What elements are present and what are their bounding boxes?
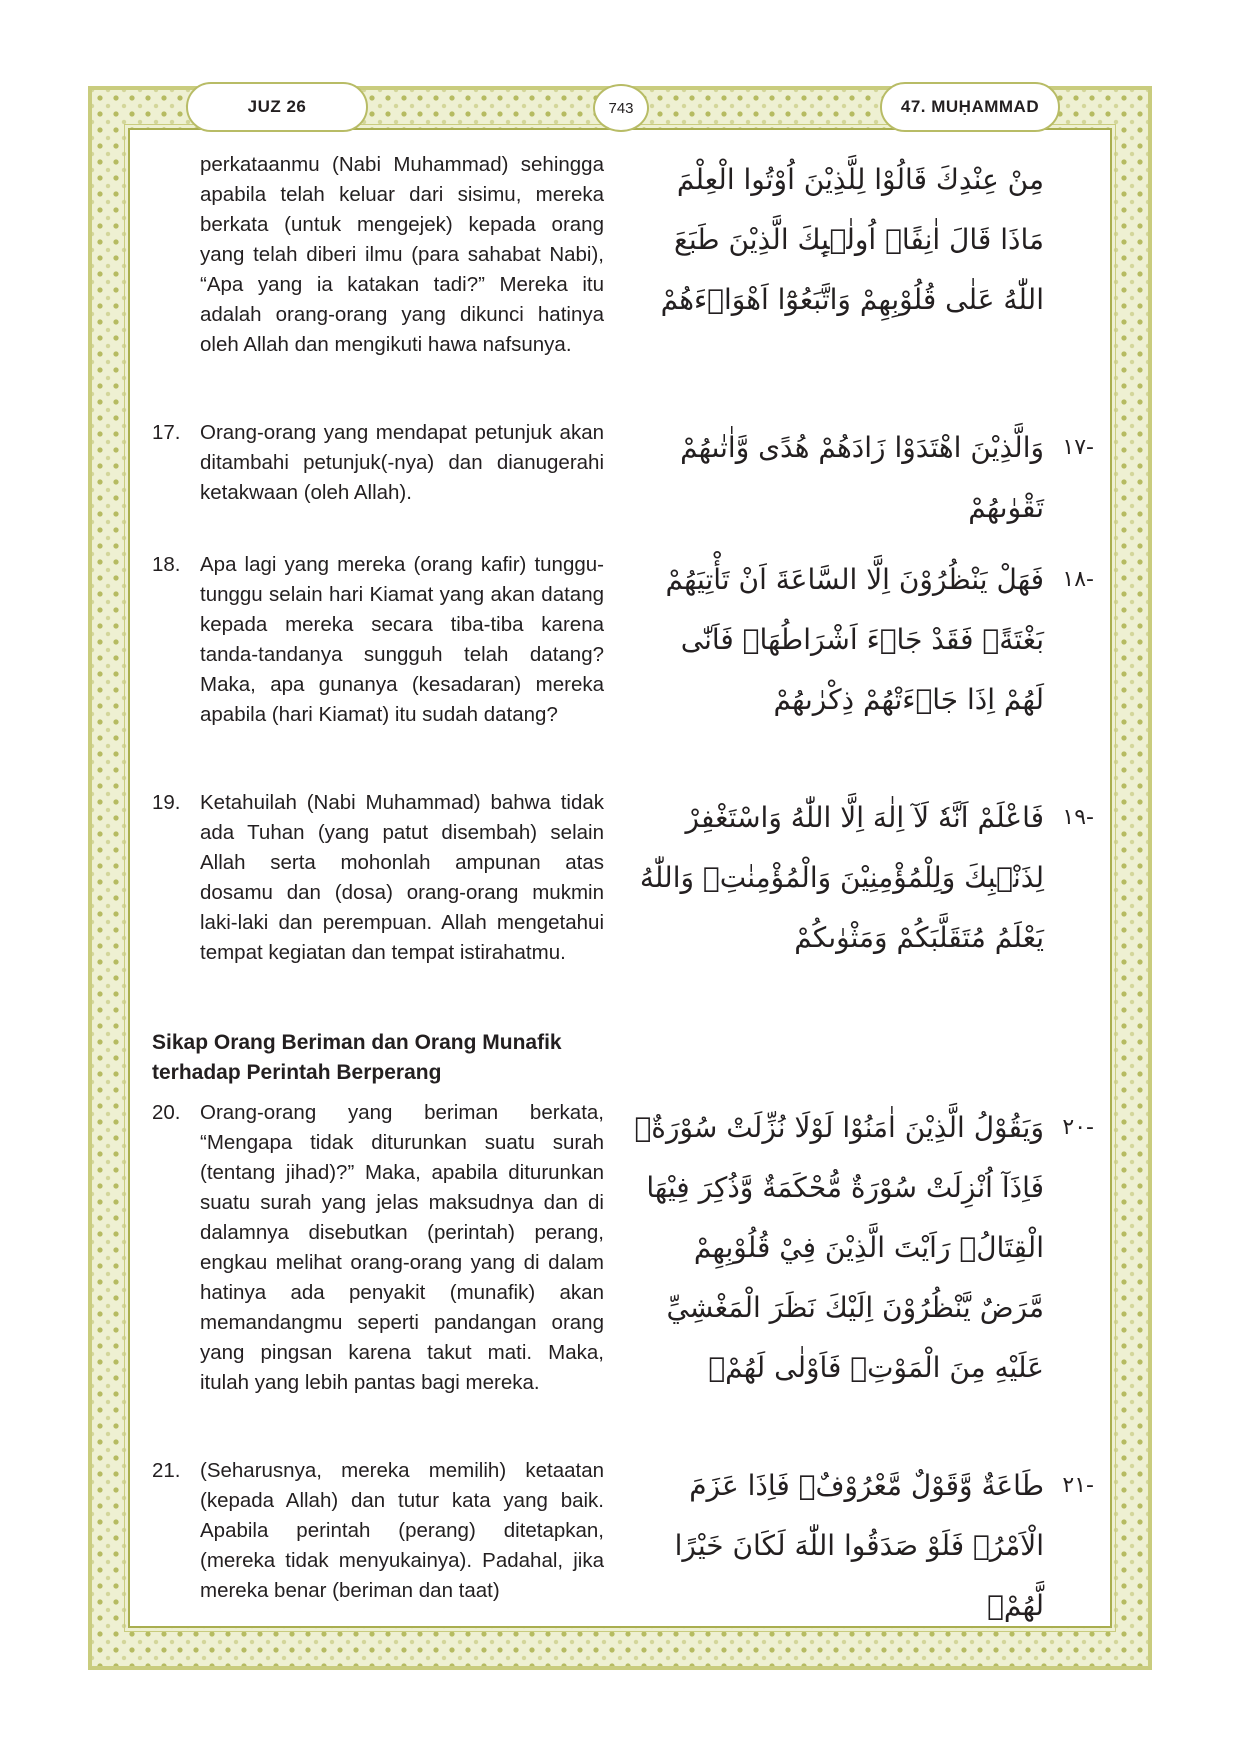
- verse-number: 17.: [152, 421, 181, 444]
- translation-text: Ketahuilah (Nabi Muhammad) bahwa tidak ada Tuhan (yang patut disembah) selain Allah serta mohonlah ampunan atas dosamu dan (dosa) orang-orang mukmin laki-laki dan perempuan. Allah mengetahui tempat kegiatan dan tempat istirahatmu.: [200, 791, 604, 964]
- surah-title: 47. MUḤAMMAD: [880, 82, 1060, 132]
- juz-label: JUZ 26: [186, 82, 368, 132]
- arabic-verse: [632, 418, 1094, 538]
- arabic-text: مِنْ عِنْدِكَ قَالُوْا لِلَّذِيْنَ اُوْتُوا الْعِلْمَ مَاذَا قَالَ اٰنِفًاۗ اُولٰۤىِٕكَ الَّذِيْنَ طَبَعَ اللّٰهُ عَلٰى قُلُوْبِهِمْ وَاتَّبَعُوْٓا اَهْوَاۤءَهُمْ: [660, 163, 1044, 316]
- section-heading: Sikap Orang Beriman dan Orang Munafik terhadap Perintah Berperang: [152, 1031, 562, 1084]
- translation-text: Orang-orang yang mendapat petunjuk akan ditambahi petunjuk(-nya) dan dianugerahi ketakwaan (oleh Allah).: [200, 421, 604, 504]
- translation: [152, 1456, 604, 1606]
- translation-text: (Seharusnya, mereka memilih) ketaatan (kepada Allah) dan tutur kata yang baik. Apabila perintah (perang) ditetapkan, (mereka tidak menyukainya). Padahal, jika mereka benar (beriman dan taat): [200, 1459, 604, 1602]
- ayah-marker: -٢٠: [1062, 1115, 1094, 1140]
- arabic-text: فَهَلْ يَنْظُرُوْنَ اِلَّا السَّاعَةَ اَنْ تَأْتِيَهُمْ بَغْتَةًۚ فَقَدْ جَاۤءَ اَشْرَاطُهَاۚ فَاَنّٰى لَهُمْ اِذَا جَاۤءَتْهُمْ ذِكْرٰىهُمْ: [665, 563, 1044, 716]
- arabic-text: وَيَقُوْلُ الَّذِيْنَ اٰمَنُوْا لَوْلَا نُزِّلَتْ سُوْرَةٌۚ فَاِذَآ اُنْزِلَتْ سُوْرَةٌ مُّحْكَمَةٌ وَّذُكِرَ فِيْهَا الْقِتَالُۙ رَاَيْتَ الَّذِيْنَ فِيْ قُلُوْبِهِمْ مَّرَضٌ يَّنْظُرُوْنَ اِلَيْكَ نَظَرَ الْمَغْشِيِّ عَلَيْهِ مِنَ الْمَوْتِۗ فَاَوْلٰى لَهُمْۚ: [634, 1111, 1044, 1384]
- translation: [152, 418, 604, 508]
- translation-text: Orang-orang yang beriman berkata, “Mengapa tidak diturunkan suatu surah (tentang jihad)?” Maka, apabila diturunkan suatu surah yang jelas maksudnya dan di dalamnya disebutkan (perintah) perang, engkau melihat orang-orang yang di dalam hatinya ada penyakit (munafik) akan memandangmu seperti pandangan orang yang pingsan karena takut mati. Maka, itulah yang lebih pantas bagi mereka.: [200, 1101, 604, 1394]
- ayah-marker: -١٨: [1062, 567, 1094, 592]
- ayah-marker: -١٩: [1062, 805, 1094, 830]
- translation: [152, 150, 604, 360]
- translation: [152, 788, 604, 968]
- arabic-text: طَاعَةٌ وَّقَوْلٌ مَّعْرُوْفٌۗ فَاِذَا عَزَمَ الْاَمْرُۗ فَلَوْ صَدَقُوا اللّٰهَ لَكَانَ خَيْرًا لَّهُمْۚ: [674, 1469, 1044, 1622]
- ayah-marker: -٢١: [1062, 1473, 1094, 1498]
- verse-number: 19.: [152, 791, 181, 814]
- translation: [152, 550, 604, 730]
- arabic-verse: [632, 1456, 1094, 1636]
- verse-number: 21.: [152, 1459, 181, 1482]
- arabic-verse: [632, 788, 1094, 968]
- arabic-text: فَاعْلَمْ اَنَّهٗ لَآ اِلٰهَ اِلَّا اللّٰهُ وَاسْتَغْفِرْ لِذَنْۢبِكَ وَلِلْمُؤْمِنِيْنَ وَالْمُؤْمِنٰتِۗ وَاللّٰهُ يَعْلَمُ مُتَقَلَّبَكُمْ وَمَثْوٰىكُمْ: [639, 801, 1044, 954]
- ayah-marker: -١٧: [1062, 435, 1094, 460]
- verse-number: 18.: [152, 553, 181, 576]
- page-number: 743: [593, 84, 649, 132]
- arabic-text: وَالَّذِيْنَ اهْتَدَوْا زَادَهُمْ هُدًى وَّاٰتٰىهُمْ تَقْوٰىهُمْ: [680, 431, 1044, 524]
- arabic-verse: [632, 150, 1044, 330]
- arabic-verse: [632, 1098, 1094, 1398]
- translation-text: perkataanmu (Nabi Muhammad) sehingga apabila telah keluar dari sisimu, mereka berkata (untuk mengejek) kepada orang yang telah diberi ilmu (para sahabat Nabi), “Apa yang ia katakan tadi?” Mereka itu adalah orang-orang yang dikunci hatinya oleh Allah dan mengikuti hawa nafsunya.: [200, 153, 604, 356]
- verse-number: 20.: [152, 1101, 181, 1124]
- translation: [152, 1098, 604, 1398]
- arabic-verse: [632, 550, 1094, 730]
- translation-text: Apa lagi yang mereka (orang kafir) tunggu-tunggu selain hari Kiamat yang akan datang kepada mereka secara tiba-tiba karena tanda-tandanya sungguh telah datang? Maka, apa gunanya (kesadaran) mereka apabila (hari Kiamat) itu sudah datang?: [200, 553, 604, 726]
